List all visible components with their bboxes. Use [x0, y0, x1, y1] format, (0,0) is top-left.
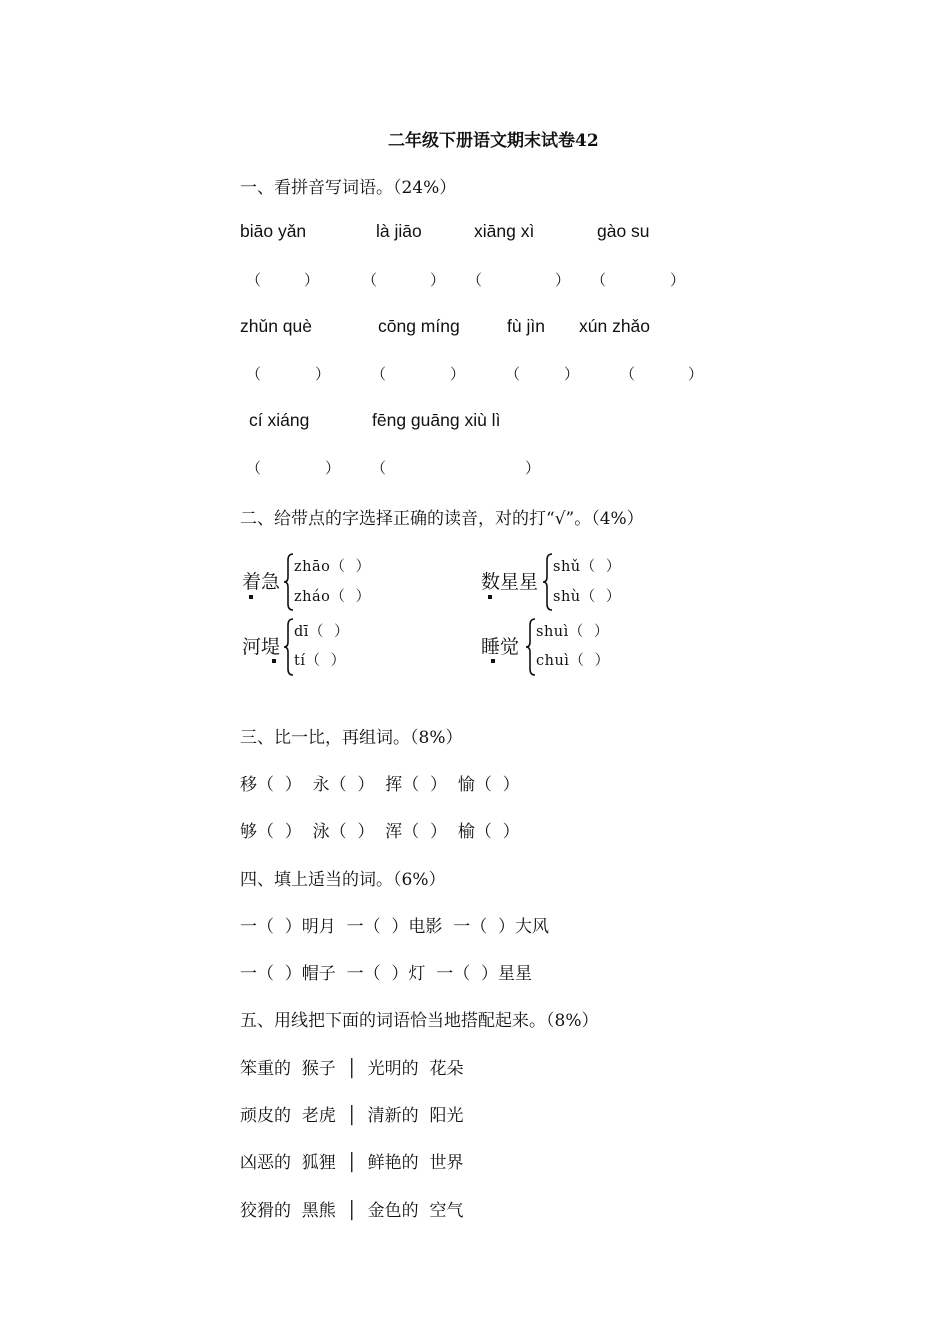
answer-blank-close: ） [670, 271, 686, 289]
pronunciation-option: dī（ ） [294, 624, 350, 640]
pronunciation-word: 数星星 [481, 571, 539, 593]
pronunciation-option: shuì（ ） [536, 624, 609, 640]
pinyin-word: xiāng xì [474, 221, 535, 241]
compare-row: 移（ ） 永（ ） 挥（ ） 愉（ ） [240, 775, 520, 795]
match-row: 凶恶的 狐狸 │ 鲜艳的 世界 [240, 1153, 464, 1173]
section4-heading: 四、填上适当的词。（6%） [240, 870, 446, 890]
pronunciation-option: chuì（ ） [536, 653, 610, 669]
section2-heading: 二、给带点的字选择正确的读音，对的打“√”。（4%） [240, 509, 644, 529]
answer-blank-close: ） [304, 271, 320, 289]
emphasis-dot [488, 595, 492, 599]
fill-row: 一（ ）明月 一（ ）电影 一（ ）大风 [240, 917, 550, 937]
emphasis-dot [249, 595, 253, 599]
section5-heading: 五、用线把下面的词语恰当地搭配起来。（8%） [240, 1011, 599, 1031]
answer-blank-close: ） [450, 365, 466, 383]
answer-blank-close: ） [555, 271, 571, 289]
pronunciation-option: tí（ ） [294, 653, 346, 669]
pronunciation-option: zhāo（ ） [294, 559, 371, 575]
brace-icon [543, 553, 553, 611]
section3-heading: 三、比一比，再组词。（8%） [240, 728, 463, 748]
pinyin-word: fù jìn [507, 316, 545, 336]
pronunciation-option: zháo（ ） [294, 589, 371, 605]
section1-heading: 一、看拼音写词语。（24%） [240, 178, 457, 198]
answer-blank-open: （ [591, 271, 607, 289]
brace-icon [284, 618, 294, 676]
pronunciation-option: shǔ（ ） [553, 559, 621, 575]
match-row: 顽皮的 老虎 │ 清新的 阳光 [240, 1106, 464, 1126]
answer-blank-close: ） [525, 459, 541, 477]
answer-blank-close: ） [564, 365, 580, 383]
answer-blank-open: （ [371, 459, 387, 477]
pronunciation-word: 河堤 [242, 636, 281, 658]
pronunciation-word: 睡觉 [481, 636, 520, 658]
answer-blank-close: ） [688, 365, 704, 383]
answer-blank-open: （ [505, 365, 521, 383]
pinyin-word: cōng míng [378, 316, 460, 336]
answer-blank-close: ） [325, 459, 341, 477]
pinyin-word: zhǔn què [240, 316, 313, 336]
pronunciation-option: shù（ ） [553, 589, 621, 605]
pronunciation-word: 着急 [242, 571, 281, 593]
emphasis-dot [491, 659, 495, 663]
brace-icon [526, 618, 536, 676]
pinyin-word: là jiāo [376, 221, 422, 241]
answer-blank-open: （ [620, 365, 636, 383]
pinyin-word: biāo yǎn [240, 221, 307, 241]
pinyin-word: gào su [597, 221, 650, 241]
answer-blank-open: （ [246, 459, 262, 477]
brace-icon [284, 553, 294, 611]
pinyin-word: xún zhǎo [579, 316, 651, 336]
answer-blank-open: （ [467, 271, 483, 289]
pinyin-word: fēng guāng xiù lì [372, 410, 501, 430]
pinyin-word: cí xiáng [249, 410, 310, 430]
answer-blank-close: ） [430, 271, 446, 289]
answer-blank-open: （ [246, 271, 262, 289]
answer-blank-open: （ [362, 271, 378, 289]
compare-row: 够（ ） 泳（ ） 浑（ ） 榆（ ） [240, 822, 520, 842]
page-title: 二年级下册语文期末试卷42 [388, 131, 599, 151]
match-row: 狡猾的 黑熊 │ 金色的 空气 [240, 1201, 464, 1221]
answer-blank-open: （ [371, 365, 387, 383]
answer-blank-close: ） [315, 365, 331, 383]
emphasis-dot [272, 659, 276, 663]
fill-row: 一（ ）帽子 一（ ）灯 一（ ）星星 [240, 964, 533, 984]
answer-blank-open: （ [246, 365, 262, 383]
match-row: 笨重的 猴子 │ 光明的 花朵 [240, 1059, 464, 1079]
